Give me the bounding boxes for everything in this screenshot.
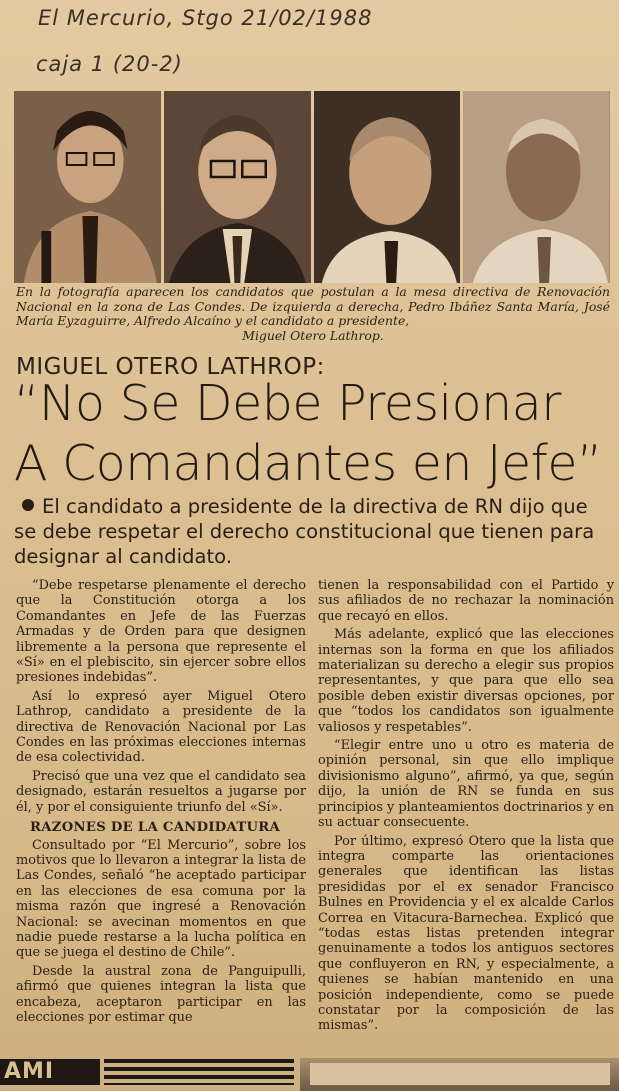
headline-line-2: A Comandantes en Jefe” bbox=[14, 435, 602, 492]
candidates-photo-strip bbox=[14, 91, 610, 283]
photo-alfredo-alcaino bbox=[314, 91, 461, 283]
adjacent-box-fragment bbox=[300, 1058, 619, 1091]
headline-line-1: “No Se Debe Presionar bbox=[14, 375, 561, 432]
article-column-1 bbox=[16, 578, 306, 1028]
caption-last-line: Miguel Otero Lathrop. bbox=[242, 327, 384, 343]
photo-jose-maria-eyzaguirre bbox=[164, 91, 311, 283]
ad-stripes bbox=[104, 1059, 294, 1085]
handwritten-archive-note: caja 1 (20-2) bbox=[36, 52, 183, 76]
article-headline bbox=[14, 374, 614, 494]
body-paragraph: Así lo expresó ayer Miguel Otero Lathrop, candidato a presidente de la directiva de Renovación Nacional por Las Condes en las próximas elecciones internas de esa colectividad. bbox=[16, 688, 306, 766]
deck-text: El candidato a presidente de la directiva de RN dijo que se debe respetar el derecho constitucional que tienen para designar al candidato. bbox=[14, 495, 595, 568]
ad-logo-text: AMI bbox=[4, 1059, 55, 1084]
photo-pedro-ibanez bbox=[14, 91, 161, 283]
caption-text: En la fotografía aparecen los candidatos que postulan a la mesa directiva de Renovación Nacional en la zona de Las Condes. De izquierda a derecha, Pedro Ibáñez Santa María, José María Eyzaguirre, Alfredo Alcaíno y el candidato a presidente, bbox=[16, 284, 610, 328]
bullet-icon bbox=[22, 499, 34, 511]
handwritten-source-note: El Mercurio, Stgo 21/02/1988 bbox=[38, 6, 373, 30]
body-paragraph: Más adelante, explicó que las elecciones internas son la forma en que los afiliados materializan su derecho a elegir sus propios representantes, y que para que ello sea posible deben existir diversas opciones, por que “todos los candidatos son igualmente valiosos y respetables”. bbox=[318, 627, 614, 735]
adjacent-ad-fragment bbox=[0, 1053, 300, 1091]
body-paragraph: “Elegir entre uno u otro es materia de opinión personal, sin que ello implique divisionismo alguno”, afirmó, ya que, según dijo, la unión de RN se funda en sus principios y planteamientos doctrinarios y en su actuar consecuente. bbox=[318, 738, 614, 831]
article-column-2 bbox=[318, 578, 614, 1037]
adjacent-box-inner bbox=[310, 1063, 610, 1085]
body-paragraph: tienen la responsabilidad con el Partido y sus afiliados de no rechazar la nominación que recayó en ellos. bbox=[318, 578, 614, 624]
section-subhead: RAZONES DE LA CANDIDATURA bbox=[30, 820, 281, 836]
body-paragraph: Consultado por “El Mercurio”, sobre los motivos que lo llevaron a integrar la lista de Las Condes, señaló “he aceptado participar en las elecciones de esa comuna por la misma razón que ingresé a Renovación Nacional: se avecinan momentos en que nadie puede restarse a la lucha política en que se juega el destino de Chile”. bbox=[16, 837, 306, 961]
photo-miguel-otero bbox=[463, 91, 610, 283]
article-deck bbox=[14, 494, 614, 569]
photo-caption bbox=[16, 285, 610, 343]
body-paragraph: Precisó que una vez que el candidato sea designado, estarán resueltos a jugarse por él, y por el consiguiente triunfo del «Sí». bbox=[16, 768, 306, 815]
body-paragraph: Desde la austral zona de Panguipulli, afirmó que quienes integran la lista que encabeza, aceptaron participar en las elecciones por estimar que bbox=[16, 963, 306, 1025]
body-paragraph: Por último, expresó Otero que la lista que integra comparte las orientaciones generales que identifican las listas presididas por el ex senador Francisco Bulnes en Providencia y el ex alcalde Carlos Correa en Vitacura-Barnechea. Explicó que “todas estas listas pretenden integrar genuinamente a todos los antiguos sectores que confluyeron en RN, y especialmente, a quienes se habían mantenido en una posición independiente, como se puede constatar por la composición de las mismas”. bbox=[318, 833, 614, 1034]
body-paragraph: “Debe respetarse plenamente el derecho que la Constitución otorga a los Comandantes en Jefe de las Fuerzas Armadas y de Orden para que designen libremente a la persona que represente el «Sí» en el plebiscito, sin ejercer sobre ellos presiones indebidas”. bbox=[16, 578, 306, 686]
article-kicker: MIGUEL OTERO LATHROP: bbox=[16, 354, 325, 380]
